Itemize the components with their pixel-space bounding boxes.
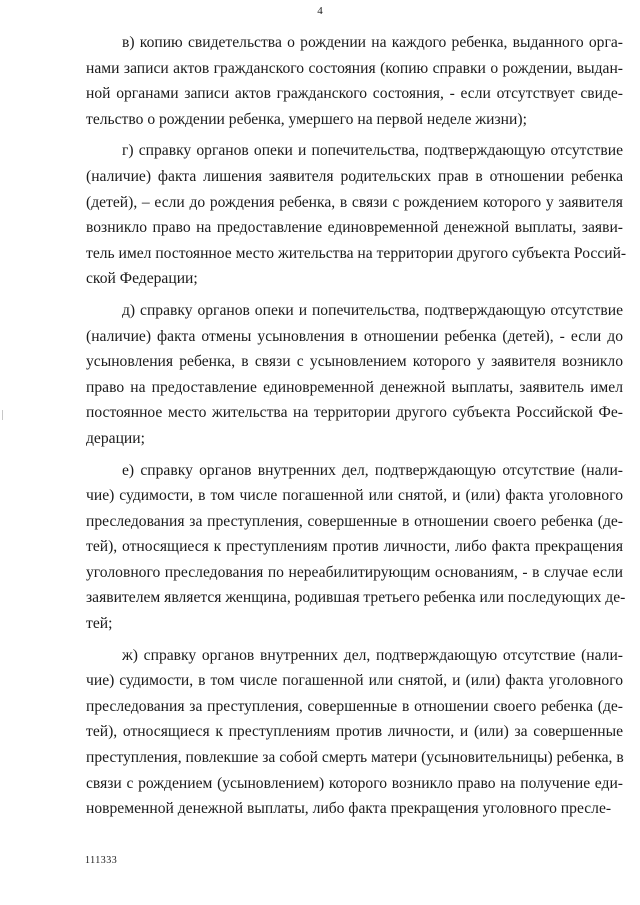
text-line: преследования за преступления, совершенные в отношении своего ребенка (де- — [86, 697, 623, 715]
footer-code: 111333 — [85, 855, 118, 866]
text-line: тельство о рождении ребенка, умершего на первой неделе жизни); — [86, 110, 527, 128]
text-line: ж) справку органов внутренних дел, подтверждающую отсутствие (нали- — [122, 646, 623, 664]
paragraph — [86, 30, 623, 132]
text-line: в) копию свидетельства о рождении на каждого ребенка, выданного орга- — [122, 34, 623, 51]
text-line: тей; — [86, 615, 113, 633]
text-line: тель имел постоянное место жительства на территории другого субъекта Россий- — [86, 244, 627, 262]
text-line: тей), относящиеся к преступлениям против личности, и (или) за совершенные — [86, 723, 623, 741]
text-line: дерации; — [86, 429, 145, 447]
text-line: постоянное место жительства на территории другого субъекта Российской Фе- — [86, 404, 623, 422]
text-line: (наличие) факта лишения заявителя родительских прав в отношении ребенка — [86, 167, 623, 185]
text-line: г) справку органов опеки и попечительства, подтверждающую отсутствие — [122, 142, 623, 160]
text-line: уголовного преследования по нереабилитирующим основаниям, - в случае если — [86, 563, 623, 581]
text-line: (детей), – если до рождения ребенка, в связи с рождением которого у заявителя — [86, 193, 623, 211]
text-line: связи с рождением (усыновлением) которого возникло право на получение еди- — [86, 774, 623, 792]
text-line: ской Федерации; — [86, 270, 198, 288]
page-number: 4 — [317, 5, 323, 17]
paragraph — [86, 298, 623, 452]
text-line: д) справку органов опеки и попечительства, подтверждающую отсутствие — [122, 301, 623, 319]
text-line: заявителем является женщина, родившая третьего ребенка или последующих де- — [86, 589, 626, 607]
text-line: чие) судимости, в том числе погашенной или снятой, и (или) факта уголовного — [86, 487, 623, 505]
text-line: право на предоставление единовременной денежной выплаты, заявитель имел — [86, 378, 623, 396]
text-line: новременной денежной выплаты, либо факта прекращения уголовного пресле- — [86, 800, 612, 818]
text-line: преследования за преступления, совершенные в отношении своего ребенка (де- — [86, 512, 623, 530]
text-line: нами записи актов гражданского состояния (копию справки о рождении, выдан- — [86, 59, 623, 77]
document-body — [86, 30, 627, 822]
margin-mark — [2, 410, 3, 420]
text-line: преступления, повлекшие за собой смерть матери (усыновительницы) ребенка, в — [86, 749, 624, 767]
text-line: усыновления ребенка, в связи с усыновлением которого у заявителя возникло — [86, 353, 623, 371]
text-line: тей), относящиеся к преступлениям против личности, либо факта прекращения — [86, 538, 623, 556]
paragraph — [86, 138, 627, 292]
paragraph — [86, 458, 626, 637]
text-line: возникло право на предоставление единовременной денежной выплаты, заяви- — [86, 219, 623, 237]
text-line: е) справку органов внутренних дел, подтверждающую отсутствие (нали- — [122, 461, 623, 479]
text-line: (наличие) факта отмены усыновления в отношении ребенка (детей), - если до — [86, 327, 623, 345]
paragraph — [86, 643, 623, 822]
text-line: ной органами записи актов гражданского состояния, - если отсутствует свиде- — [86, 85, 623, 103]
text-line: чие) судимости, в том числе погашенной или снятой, и (или) факта уголовного — [86, 672, 623, 690]
